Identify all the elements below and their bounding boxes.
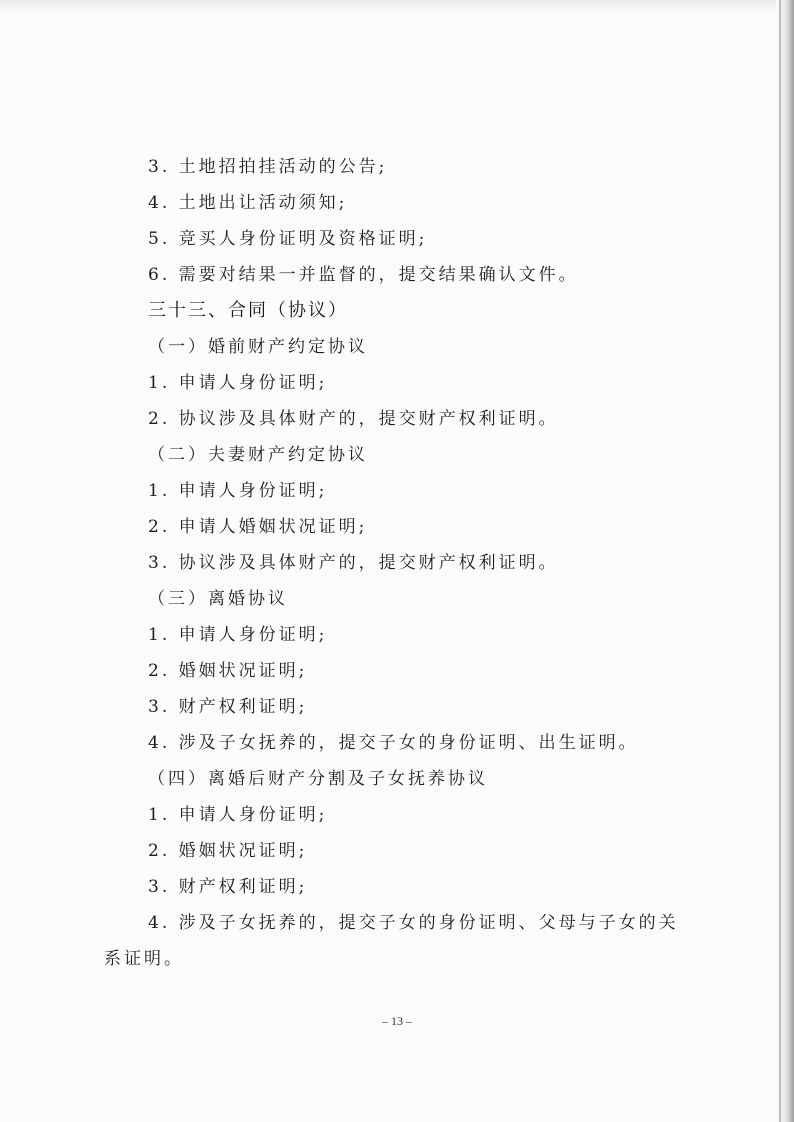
- list-item: 4. 涉及子女抚养的，提交子女的身份证明、父母与子女的关: [148, 913, 679, 933]
- list-item: 6. 需要对结果一并监督的，提交结果确认文件。: [148, 265, 579, 285]
- list-item: 2. 婚姻状况证明;: [148, 661, 308, 681]
- list-item: 2. 婚姻状况证明;: [148, 841, 308, 861]
- list-item: 5. 竞买人身份证明及资格证明;: [148, 229, 428, 249]
- subsection-heading: （四）离婚后财产分割及子女抚养协议: [148, 769, 488, 789]
- list-item: 1. 申请人身份证明;: [148, 373, 328, 393]
- list-item: 3. 协议涉及具体财产的，提交财产权利证明。: [148, 553, 559, 573]
- list-item-continuation: 系证明。: [104, 949, 184, 969]
- list-item: 2. 申请人婚姻状况证明;: [148, 517, 368, 537]
- list-item: 3. 土地招拍挂活动的公告;: [148, 157, 388, 177]
- scan-top-edge: [0, 0, 794, 12]
- page-number: – 13 –: [382, 1014, 412, 1028]
- section-heading: 三十三、合同（协议）: [148, 300, 348, 321]
- list-item: 2. 协议涉及具体财产的，提交财产权利证明。: [148, 409, 559, 429]
- scan-edge-line: [779, 0, 781, 1122]
- subsection-heading: （一）婚前财产约定协议: [148, 337, 368, 357]
- list-item: 3. 财产权利证明;: [148, 877, 308, 897]
- list-item: 4. 土地出让活动须知;: [148, 193, 348, 213]
- list-item: 1. 申请人身份证明;: [148, 481, 328, 501]
- list-item: 3. 财产权利证明;: [148, 697, 308, 717]
- subsection-heading: （二）夫妻财产约定协议: [148, 445, 368, 465]
- list-item: 1. 申请人身份证明;: [148, 625, 328, 645]
- subsection-heading: （三）离婚协议: [148, 589, 288, 609]
- list-item: 1. 申请人身份证明;: [148, 805, 328, 825]
- list-item: 4. 涉及子女抚养的，提交子女的身份证明、出生证明。: [148, 733, 639, 753]
